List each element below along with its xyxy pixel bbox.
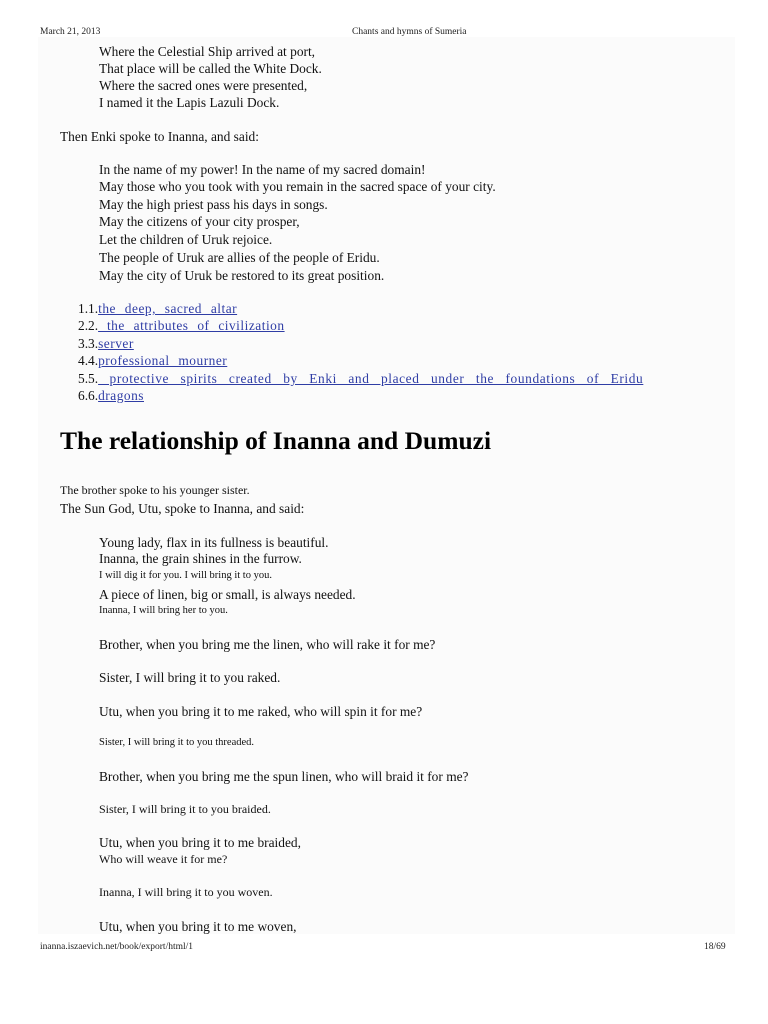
page-footer-url: inanna.iszaevich.net/book/export/html/1 (40, 942, 194, 952)
footnote-number: 1.1. (78, 301, 99, 316)
footnote-item (78, 354, 227, 367)
footnote-link[interactable]: the deep, sacred altar (98, 301, 238, 316)
page-header-date: March 21, 2013 (40, 27, 101, 37)
verse-line: May the high priest pass his days in songs. (99, 197, 328, 212)
footnote-link[interactable]: the attributes of civilization (98, 318, 285, 333)
footnote-number: 5.5. (78, 371, 99, 386)
footnote-number: 2.2. (78, 318, 99, 333)
verse-line: Where the Celestial Ship arrived at port, (99, 44, 316, 59)
footnote-item (78, 372, 643, 385)
footnote-number: 4.4. (78, 353, 99, 368)
poem-line: Inanna, I will bring it to you woven. (99, 885, 273, 899)
section-title: The relationship of Inanna and Dumuzi (60, 426, 492, 455)
poem-line: Inanna, the grain shines in the furrow. (99, 551, 302, 566)
poem-line: Young lady, flax in its fullness is beautiful. (99, 535, 329, 550)
verse-line: In the name of my power! In the name of my sacred domain! (99, 162, 426, 177)
intro-enki: Then Enki spoke to Inanna, and said: (60, 129, 259, 144)
verse-line: That place will be called the White Dock. (99, 61, 322, 76)
page-footer-number: 18/69 (704, 942, 726, 952)
page-header-title: Chants and hymns of Sumeria (352, 27, 467, 37)
poem-line: Brother, when you bring me the spun linen, who will braid it for me? (99, 769, 469, 784)
poem-line: Sister, I will bring it to you braided. (99, 802, 271, 816)
footnote-item (78, 389, 144, 402)
poem-line: A piece of linen, big or small, is always needed. (99, 587, 356, 602)
poem-line: Utu, when you bring it to me raked, who will spin it for me? (99, 704, 423, 719)
intro-line: The Sun God, Utu, spoke to Inanna, and said: (60, 501, 305, 516)
footnote-item (78, 319, 285, 332)
verse-line: Let the children of Uruk rejoice. (99, 232, 273, 247)
poem-line: Sister, I will bring it to you threaded. (99, 737, 255, 748)
poem-line: Who will weave it for me? (99, 852, 228, 866)
verse-line: Where the sacred ones were presented, (99, 78, 308, 93)
poem-line: Inanna, I will bring her to you. (99, 605, 228, 616)
footnote-link[interactable]: dragons (98, 388, 144, 403)
footnote-item (78, 337, 134, 350)
footnote-link[interactable]: protective spirits created by Enki and placed under the foundations of Eridu (98, 371, 644, 386)
verse-line: May the city of Uruk be restored to its great position. (99, 268, 385, 283)
footnote-link[interactable]: professional mourner (98, 353, 228, 368)
poem-line: Sister, I will bring it to you raked. (99, 670, 281, 685)
verse-line: May the citizens of your city prosper, (99, 214, 300, 229)
poem-line: I will dig it for you. I will bring it to you. (99, 570, 272, 581)
verse-line: I named it the Lapis Lazuli Dock. (99, 95, 280, 110)
verse-line: The people of Uruk are allies of the people of Eridu. (99, 250, 380, 265)
poem-line: Utu, when you bring it to me braided, (99, 835, 301, 850)
footnote-item (78, 302, 237, 315)
poem-line: Brother, when you bring me the linen, who will rake it for me? (99, 637, 436, 652)
footnote-link[interactable]: server (98, 336, 134, 351)
poem-line: Utu, when you bring it to me woven, (99, 919, 297, 934)
footnote-number: 3.3. (78, 336, 99, 351)
footnote-number: 6.6. (78, 388, 99, 403)
verse-line: May those who you took with you remain in the sacred space of your city. (99, 179, 496, 194)
intro-line: The brother spoke to his younger sister. (60, 483, 250, 497)
